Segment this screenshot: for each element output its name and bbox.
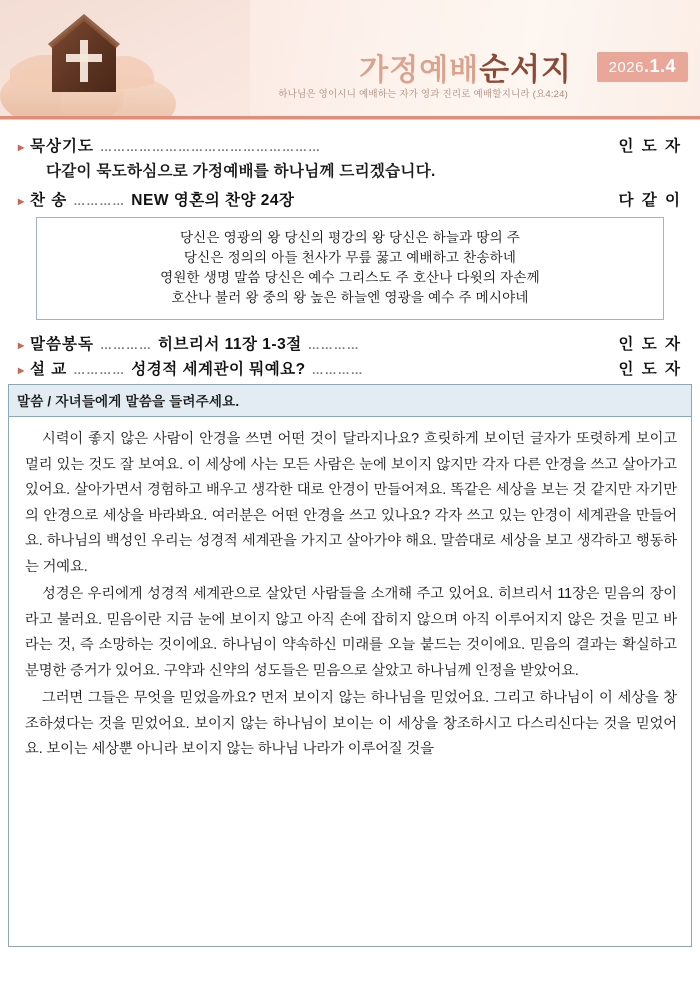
- order-label: 찬 송: [30, 192, 68, 209]
- order-leader: 인 도 자: [618, 361, 682, 378]
- header-verse: 하나님은 영이시니 예배하는 자가 영과 진리로 예배할지니라 (요4:24): [278, 89, 568, 100]
- order-dots: …………: [99, 338, 152, 352]
- page-title-light: 가정예배: [359, 54, 480, 87]
- sermon-paragraph: 성경은 우리에게 성경적 세계관으로 살았던 사람들을 소개해 주고 있어요. 히브리서 11장은 믿음의 장이라고 불러요. 믿음이란 지금 눈에 보이지 않고 아직 손에 잡히지 않으며 아직 이루어지지 않은 것을 믿고 바라는 것, 즉 소망하는 것이에요. 하나님이 약속하신 미래를 오늘 붙드는 것이에요. 믿음의 결과는 확실하고 분명한 증거가 있어요. 구약과 신약의 성도들은 믿음으로 살았고 하나님께 인정을 받았어요.: [25, 586, 677, 679]
- sermon-paragraph: 시력이 좋지 않은 사람이 안경을 쓰면 어떤 것이 달라지나요? 흐릿하게 보이던 글자가 또렷하게 보이고 멀리 있는 것도 잘 보여요. 이 세상에 사는 모든 사람은 눈에 보이지 않지만 각자 다른 안경을 쓰고 살아가고 있어요. 살아가면서 경험하고 배우고 생각한 대로 안경이 만들어져요. 똑같은 세상을 보는 것 같지만 자기만의 안경으로 세상을 바라봐요. 여러분은 어떤 안경을 쓰고 있나요? 각자 쓰고 있는 안경이 세계관을 만들어요. 하나님의 백성인 우리는 성경적 세계관을 가지고 살아가야 해요. 말씀대로 세상을 보고 생각하고 행동하는 거예요.: [25, 431, 677, 575]
- order-label: 말씀봉독: [30, 336, 94, 353]
- order-subtext-meditation: 다같이 묵도하심으로 가정예배를 하나님께 드리겠습니다.: [46, 163, 436, 180]
- order-item-hymn: [18, 188, 682, 210]
- date-year: 2026: [608, 59, 644, 76]
- page-title: [359, 44, 572, 89]
- order-dots: …………: [73, 194, 126, 208]
- bullet-icon: ▸: [18, 194, 25, 208]
- hymn-line: 호산나 불러 왕 중의 왕 높은 하늘엔 영광을 예수 주 메시야네: [171, 290, 529, 305]
- hymn-line: 당신은 정의의 아들 천사가 무릎 꿇고 예배하고 찬송하네: [183, 250, 517, 265]
- order-item-sermon: [18, 357, 682, 379]
- sermon-body: [8, 417, 692, 947]
- order-item-scripture-reading: [18, 332, 682, 354]
- sermon-title: 성경적 세계관이 뭐예요?: [131, 361, 306, 378]
- order-label: 설 교: [30, 361, 68, 378]
- order-of-worship-2: [0, 330, 700, 379]
- bullet-icon: ▸: [18, 140, 25, 154]
- order-item-meditation-prayer: [18, 134, 682, 156]
- hands-holding-cross-image: [0, 0, 250, 116]
- order-dots: …………: [73, 363, 126, 377]
- bullet-icon: ▸: [18, 363, 25, 377]
- order-leader: 다 같 이: [618, 192, 682, 209]
- bullet-icon: ▸: [18, 338, 25, 352]
- date-month-day: .1.4: [643, 56, 676, 76]
- hymn-lyrics-box: [36, 217, 664, 320]
- order-dots-2: …………: [311, 363, 364, 377]
- scripture-reference: 히브리서 11장 1-3절: [157, 336, 302, 353]
- order-leader: 인 도 자: [618, 138, 682, 155]
- sermon-section-heading: 말씀 / 자녀들에게 말씀을 들려주세요.: [8, 384, 692, 417]
- date-badge: [597, 52, 688, 82]
- page-header: [0, 0, 700, 116]
- sermon-paragraph: 그러면 그들은 무엇을 믿었을까요? 먼저 보이지 않는 하나님을 믿었어요. 그리고 하나님이 이 세상을 창조하셨다는 것을 믿었어요. 보이지 않는 하나님이 보이는 이 세상을 창조하시고 다스리신다는 것을 믿었어요. 보이는 세상뿐 아니라 보이지 않는 하나님 나라가 이루어질 것을: [25, 690, 677, 757]
- page-title-bold: 순서지: [479, 52, 572, 87]
- hymn-title: NEW 영혼의 찬양 24장: [131, 192, 295, 209]
- order-dots-2: …………: [307, 338, 360, 352]
- hymn-line: 영원한 생명 말씀 당신은 예수 그리스도 주 호산나 다윗의 자손께: [160, 270, 540, 285]
- order-label: 묵상기도: [30, 138, 94, 155]
- order-leader: 인 도 자: [618, 336, 682, 353]
- hymn-line: 당신은 영광의 왕 당신의 평강의 왕 당신은 하늘과 땅의 주: [179, 230, 521, 245]
- order-dots: ……………………………………………: [99, 140, 321, 154]
- order-of-worship: [0, 120, 700, 210]
